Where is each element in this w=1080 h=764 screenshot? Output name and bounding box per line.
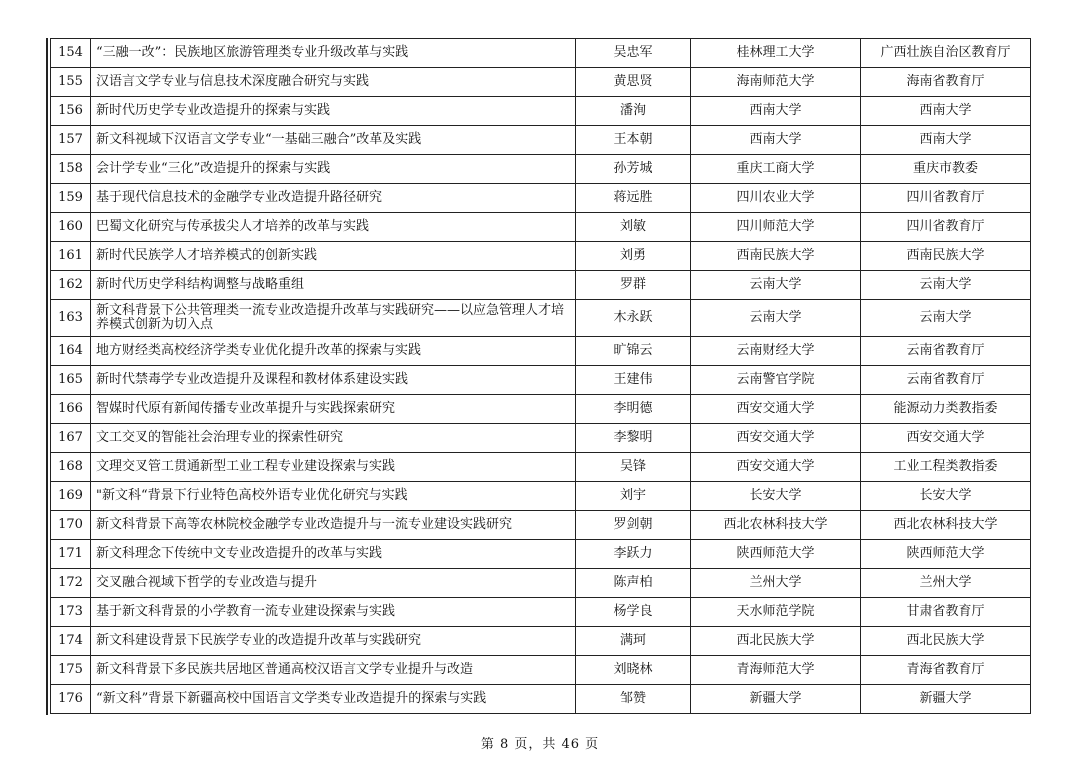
project-leader: 潘洵 — [576, 97, 691, 126]
recommending-department: 长安大学 — [861, 482, 1031, 511]
project-leader: 孙芳城 — [576, 155, 691, 184]
row-number: 163 — [51, 300, 91, 337]
project-name: 新文科背景下公共管理类一流专业改造提升改革与实践研究——以应急管理人才培养模式创新为切入点 — [91, 300, 576, 337]
row-number: 155 — [51, 68, 91, 97]
row-number: 170 — [51, 511, 91, 540]
recommending-department: 四川省教育厅 — [861, 213, 1031, 242]
project-name: 巴蜀文化研究与传承拔尖人才培养的改革与实践 — [91, 213, 576, 242]
row-number: 161 — [51, 242, 91, 271]
row-number: 157 — [51, 126, 91, 155]
row-number: 173 — [51, 598, 91, 627]
project-name: 文工交叉的智能社会治理专业的探索性研究 — [91, 424, 576, 453]
project-name: “新文科”背景下新疆高校中国语言文学类专业改造提升的探索与实践 — [91, 685, 576, 714]
recommending-department: 西北农林科技大学 — [861, 511, 1031, 540]
project-name: 会计学专业“三化”改造提升的探索与实践 — [91, 155, 576, 184]
row-number: 176 — [51, 685, 91, 714]
project-table — [50, 38, 1031, 714]
table-row — [51, 97, 1031, 126]
table-row — [51, 68, 1031, 97]
recommending-department: 云南省教育厅 — [861, 366, 1031, 395]
school-name: 西南大学 — [691, 126, 861, 155]
table-row — [51, 424, 1031, 453]
project-leader: 木永跃 — [576, 300, 691, 337]
school-name: 云南财经大学 — [691, 337, 861, 366]
table-row — [51, 155, 1031, 184]
row-number: 174 — [51, 627, 91, 656]
recommending-department: 西南民族大学 — [861, 242, 1031, 271]
recommending-department: 兰州大学 — [861, 569, 1031, 598]
table-row — [51, 242, 1031, 271]
project-name: 新时代历史学专业改造提升的探索与实践 — [91, 97, 576, 126]
school-name: 天水师范学院 — [691, 598, 861, 627]
school-name: 桂林理工大学 — [691, 39, 861, 68]
project-leader: 罗剑朝 — [576, 511, 691, 540]
project-leader: 杨学良 — [576, 598, 691, 627]
table-row — [51, 598, 1031, 627]
row-number: 154 — [51, 39, 91, 68]
project-leader: 刘宇 — [576, 482, 691, 511]
table-row — [51, 511, 1031, 540]
project-leader: 王本朝 — [576, 126, 691, 155]
recommending-department: 西北民族大学 — [861, 627, 1031, 656]
project-name: 基于现代信息技术的金融学专业改造提升路径研究 — [91, 184, 576, 213]
recommending-department: 甘肃省教育厅 — [861, 598, 1031, 627]
school-name: 云南大学 — [691, 271, 861, 300]
row-number: 165 — [51, 366, 91, 395]
recommending-department: 海南省教育厅 — [861, 68, 1031, 97]
project-name: 交叉融合视域下哲学的专业改造与提升 — [91, 569, 576, 598]
row-number: 168 — [51, 453, 91, 482]
project-name: “三融一改”：民族地区旅游管理类专业升级改革与实践 — [91, 39, 576, 68]
school-name: 西南大学 — [691, 97, 861, 126]
project-name: "新文科“背景下行业特色高校外语专业优化研究与实践 — [91, 482, 576, 511]
table-row — [51, 184, 1031, 213]
project-name: 新文科理念下传统中文专业改造提升的改革与实践 — [91, 540, 576, 569]
project-name: 汉语言文学专业与信息技术深度融合研究与实践 — [91, 68, 576, 97]
project-leader: 吴锋 — [576, 453, 691, 482]
row-number: 167 — [51, 424, 91, 453]
table-row — [51, 453, 1031, 482]
table-row — [51, 213, 1031, 242]
recommending-department: 云南大学 — [861, 271, 1031, 300]
project-leader: 旷锦云 — [576, 337, 691, 366]
project-leader: 陈声柏 — [576, 569, 691, 598]
table-row — [51, 126, 1031, 155]
project-leader: 王建伟 — [576, 366, 691, 395]
school-name: 西安交通大学 — [691, 395, 861, 424]
row-number: 175 — [51, 656, 91, 685]
table-row — [51, 540, 1031, 569]
school-name: 西南民族大学 — [691, 242, 861, 271]
row-number: 158 — [51, 155, 91, 184]
table-row — [51, 337, 1031, 366]
project-name: 新文科背景下高等农林院校金融学专业改造提升与一流专业建设实践研究 — [91, 511, 576, 540]
project-name: 新时代民族学人才培养模式的创新实践 — [91, 242, 576, 271]
project-leader: 刘勇 — [576, 242, 691, 271]
table-row — [51, 482, 1031, 511]
project-leader: 蒋远胜 — [576, 184, 691, 213]
row-number: 166 — [51, 395, 91, 424]
table-left-border — [46, 38, 48, 715]
project-name: 新文科背景下多民族共居地区普通高校汉语言文学专业提升与改造 — [91, 656, 576, 685]
table-row — [51, 300, 1031, 337]
row-number: 171 — [51, 540, 91, 569]
recommending-department: 云南大学 — [861, 300, 1031, 337]
project-leader: 黄思贤 — [576, 68, 691, 97]
table-row — [51, 366, 1031, 395]
recommending-department: 重庆市教委 — [861, 155, 1031, 184]
table-row — [51, 656, 1031, 685]
table-row — [51, 271, 1031, 300]
page-footer: 第 8 页，共 46 页 — [480, 737, 600, 752]
table-row — [51, 569, 1031, 598]
recommending-department: 能源动力类教指委 — [861, 395, 1031, 424]
table-row — [51, 685, 1031, 714]
recommending-department: 西南大学 — [861, 126, 1031, 155]
row-number: 159 — [51, 184, 91, 213]
school-name: 西安交通大学 — [691, 453, 861, 482]
row-number: 160 — [51, 213, 91, 242]
project-leader: 吴忠军 — [576, 39, 691, 68]
recommending-department: 西安交通大学 — [861, 424, 1031, 453]
recommending-department: 广西壮族自治区教育厅 — [861, 39, 1031, 68]
school-name: 新疆大学 — [691, 685, 861, 714]
project-name: 新时代禁毒学专业改造提升及课程和教材体系建设实践 — [91, 366, 576, 395]
row-number: 172 — [51, 569, 91, 598]
table-row — [51, 395, 1031, 424]
project-name: 新文科建设背景下民族学专业的改造提升改革与实践研究 — [91, 627, 576, 656]
recommending-department: 陕西师范大学 — [861, 540, 1031, 569]
school-name: 西安交通大学 — [691, 424, 861, 453]
school-name: 兰州大学 — [691, 569, 861, 598]
project-name: 基于新文科背景的小学教育一流专业建设探索与实践 — [91, 598, 576, 627]
project-leader: 刘晓林 — [576, 656, 691, 685]
project-name: 地方财经类高校经济学类专业优化提升改革的探索与实践 — [91, 337, 576, 366]
project-leader: 满珂 — [576, 627, 691, 656]
project-leader: 邹赞 — [576, 685, 691, 714]
school-name: 重庆工商大学 — [691, 155, 861, 184]
recommending-department: 工业工程类教指委 — [861, 453, 1031, 482]
project-name: 智媒时代原有新闻传播专业改革提升与实践探索研究 — [91, 395, 576, 424]
project-name: 文理交叉管工贯通新型工业工程专业建设探索与实践 — [91, 453, 576, 482]
project-leader: 李黎明 — [576, 424, 691, 453]
project-leader: 李跃力 — [576, 540, 691, 569]
school-name: 云南大学 — [691, 300, 861, 337]
recommending-department: 新疆大学 — [861, 685, 1031, 714]
project-leader: 刘敏 — [576, 213, 691, 242]
table-body — [51, 39, 1031, 714]
recommending-department: 四川省教育厅 — [861, 184, 1031, 213]
school-name: 长安大学 — [691, 482, 861, 511]
recommending-department: 云南省教育厅 — [861, 337, 1031, 366]
school-name: 西北农林科技大学 — [691, 511, 861, 540]
table-row — [51, 39, 1031, 68]
row-number: 162 — [51, 271, 91, 300]
row-number: 156 — [51, 97, 91, 126]
recommending-department: 青海省教育厅 — [861, 656, 1031, 685]
table-row — [51, 627, 1031, 656]
row-number: 169 — [51, 482, 91, 511]
school-name: 云南警官学院 — [691, 366, 861, 395]
project-name: 新文科视域下汉语言文学专业“一基础三融合”改革及实践 — [91, 126, 576, 155]
project-name: 新时代历史学科结构调整与战略重组 — [91, 271, 576, 300]
recommending-department: 西南大学 — [861, 97, 1031, 126]
school-name: 青海师范大学 — [691, 656, 861, 685]
project-leader: 李明德 — [576, 395, 691, 424]
school-name: 陕西师范大学 — [691, 540, 861, 569]
row-number: 164 — [51, 337, 91, 366]
school-name: 四川师范大学 — [691, 213, 861, 242]
school-name: 四川农业大学 — [691, 184, 861, 213]
project-leader: 罗群 — [576, 271, 691, 300]
school-name: 海南师范大学 — [691, 68, 861, 97]
school-name: 西北民族大学 — [691, 627, 861, 656]
